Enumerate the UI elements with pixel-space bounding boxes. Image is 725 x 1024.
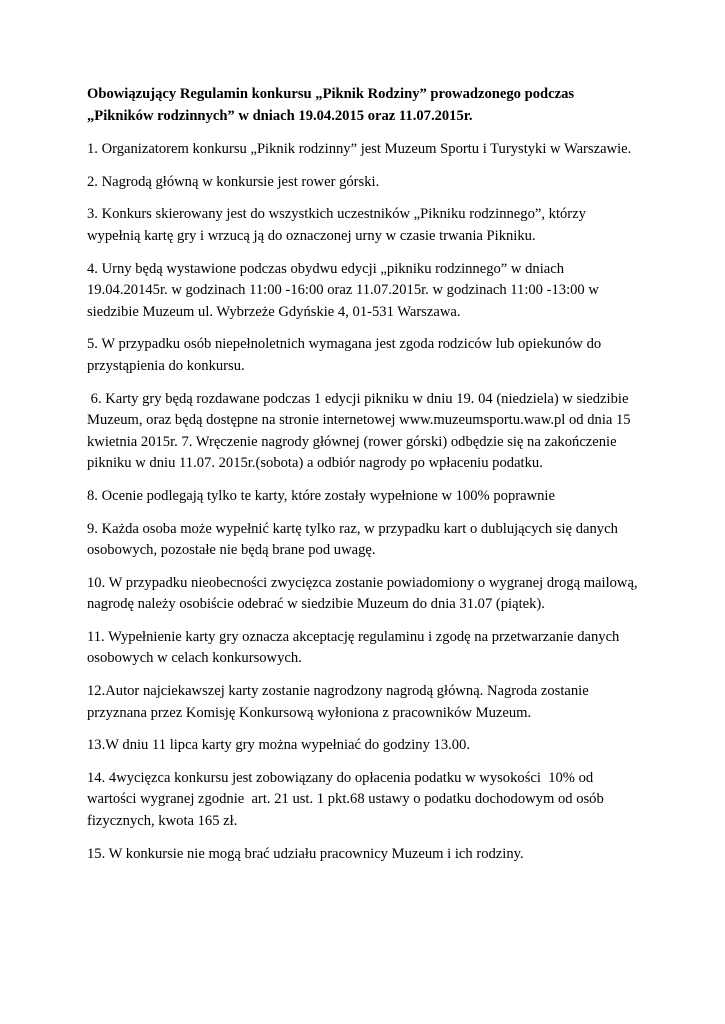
- paragraph-line: 9. Każda osoba może wypełnić kartę tylko raz, w przypadku kart o dublujących się danych: [87, 520, 618, 537]
- paragraph-line: Muzeum, oraz będą dostępne na stronie internetowej www.muzeumsportu.waw.pl od dnia 15: [87, 412, 631, 429]
- document-title: [87, 84, 647, 127]
- paragraph-line: 2. Nagrodą główną w konkursie jest rower górski.: [87, 173, 380, 190]
- paragraph-line: 15. W konkursie nie mogą brać udziału pracownicy Muzeum i ich rodziny.: [87, 845, 524, 862]
- paragraph-15: [87, 844, 647, 866]
- paragraph-6: [87, 389, 647, 475]
- paragraph-line: 12.Autor najciekawszej karty zostanie nagrodzony nagrodą główną. Nagroda zostanie: [87, 683, 589, 700]
- paragraph-1: [87, 139, 647, 161]
- paragraph-line: 11. Wypełnienie karty gry oznacza akceptację regulaminu i zgodę na przetwarzanie danych: [87, 628, 620, 645]
- paragraph-line: 4. Urny będą wystawione podczas obydwu edycji „pikniku rodzinnego” w dniach: [87, 260, 565, 277]
- paragraph-line: nagrodę należy osobiście odebrać w siedzibie Muzeum do dnia 31.07 (piątek).: [87, 596, 545, 613]
- paragraph-line: osobowych w celach konkursowych.: [87, 650, 302, 667]
- paragraph-line: 3. Konkurs skierowany jest do wszystkich uczestników „Pikniku rodzinnego”, którzy: [87, 206, 586, 223]
- paragraph-line: kwietnia 2015r. 7. Wręczenie nagrody głównej (rower górski) odbędzie się na zakończenie: [87, 433, 617, 450]
- paragraph-line: 14. 4wycięzca konkursu jest zobowiązany do opłacenia podatku w wysokości 10% od: [87, 769, 594, 786]
- paragraph-13: [87, 735, 647, 757]
- document-body: [87, 84, 647, 876]
- paragraph-line: wartości wygranej zgodnie art. 21 ust. 1 pkt.68 ustawy o podatku dochodowym od osób: [87, 791, 604, 808]
- paragraph-2: [87, 172, 647, 194]
- paragraph-line: siedzibie Muzeum ul. Wybrzeże Gdyńskie 4, 01-531 Warszawa.: [87, 303, 461, 320]
- paragraph-3: [87, 204, 647, 247]
- paragraph-line: przystąpienia do konkursu.: [87, 357, 245, 374]
- paragraph-line: 5. W przypadku osób niepełnoletnich wymagana jest zgoda rodziców lub opiekunów do: [87, 336, 602, 353]
- paragraph-11: [87, 627, 647, 670]
- paragraph-9: [87, 519, 647, 562]
- paragraph-14: [87, 768, 647, 833]
- paragraph-8: [87, 486, 647, 508]
- paragraph-line: przyznana przez Komisję Konkursową wyłoniona z pracowników Muzeum.: [87, 704, 532, 721]
- paragraph-line: fizycznych, kwota 165 zł.: [87, 813, 238, 830]
- paragraph-4: [87, 259, 647, 324]
- paragraph-line: 19.04.20145r. w godzinach 11:00 -16:00 oraz 11.07.2015r. w godzinach 11:00 -13:00 w: [87, 282, 599, 299]
- paragraph-line: pikniku w dniu 11.07. 2015r.(sobota) a odbiór nagrody po wpłaceniu podatku.: [87, 455, 543, 472]
- paragraph-line: 13.W dniu 11 lipca karty gry można wypełniać do godziny 13.00.: [87, 737, 471, 754]
- paragraph-12: [87, 681, 647, 724]
- title-line: Obowiązujący Regulamin konkursu „Piknik Rodziny” prowadzonego podczas: [87, 86, 575, 102]
- paragraph-line: osobowych, pozostałe nie będą brane pod uwagę.: [87, 542, 376, 559]
- paragraph-line: wypełnią kartę gry i wrzucą ją do oznaczonej urny w czasie trwania Pikniku.: [87, 227, 536, 244]
- paragraph-5: [87, 334, 647, 377]
- paragraph-line: 10. W przypadku nieobecności zwycięzca zostanie powiadomiony o wygranej drogą mailową,: [87, 574, 638, 591]
- paragraph-line: 6. Karty gry będą rozdawane podczas 1 edycji pikniku w dniu 19. 04 (niedziela) w siedzibie: [87, 390, 629, 407]
- title-line: „Pikników rodzinnych” w dniach 19.04.2015 oraz 11.07.2015r.: [87, 107, 473, 124]
- paragraph-10: [87, 573, 647, 616]
- paragraph-line: 8. Ocenie podlegają tylko te karty, które zostały wypełnione w 100% poprawnie: [87, 487, 555, 504]
- paragraph-line: 1. Organizatorem konkursu „Piknik rodzinny” jest Muzeum Sportu i Turystyki w Warszawie.: [87, 141, 632, 158]
